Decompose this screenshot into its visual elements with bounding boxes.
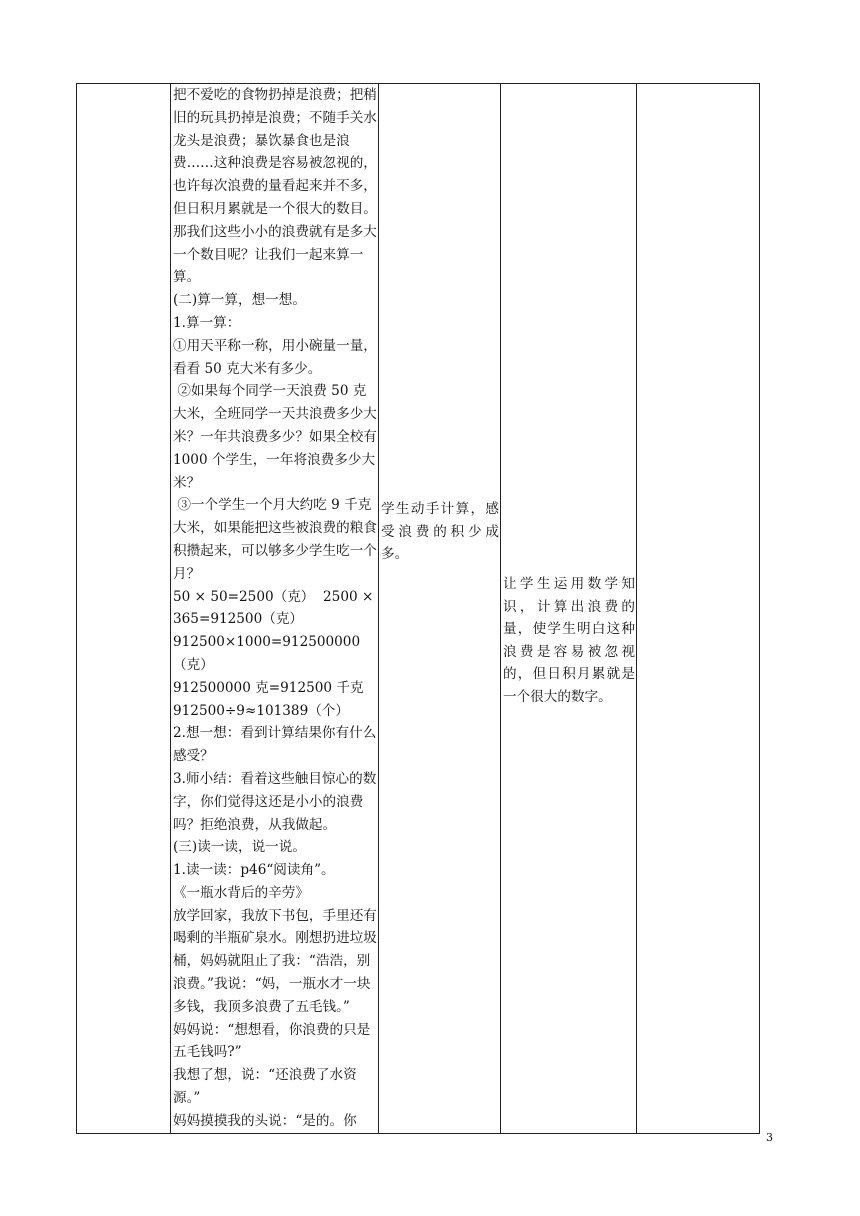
paragraph: 妈妈说：“想想看，你浪费的只是五毛钱吗?”: [173, 1021, 371, 1061]
paragraph: 放学回家，我放下书包，手里还有喝剩的半瓶矿泉水。刚想扔进垃圾桶，妈妈就阻止了我：“浩浩，别浪费。”我说：“妈，一瓶水才一块多钱，我顶多浪费了五毛钱。”: [173, 907, 377, 1015]
design-intent-text: 让学生运用数学知识，计算出浪费的量，使学生明白这种浪费是容易被忽视的，但日积月累就是一个很大的数字。: [503, 576, 635, 705]
table-row: [77, 84, 760, 1134]
paragraph: 1.算一算：: [173, 314, 241, 331]
calculation: 912500000 克=912500 千克: [173, 679, 364, 696]
page-number: 3: [766, 1131, 773, 1144]
teaching-process-cell: [171, 84, 382, 1134]
design-intent-cell: [501, 84, 637, 1134]
calculation: 912500÷9≈101389（个）: [173, 702, 349, 719]
lesson-plan-table: [76, 83, 760, 1134]
paragraph: 把不爱吃的食物扔掉是浪费；把稍旧的玩具扔掉是浪费；不随手关水龙头是浪费；暴饮暴食也是浪费……这种浪费是容易被忽视的，也许每次浪费的量看起来并不多，但日积月累就是一个很大的数目。那我们这些小小的浪费就有是多大一个数目呢？让我们一起来算一算。: [173, 87, 377, 286]
paragraph: 1.读一读：p46“阅读角”。: [173, 862, 335, 879]
paragraph: ③一个学生一个月大约吃 9 千克大米，如果能把这些被浪费的粮食积攒起来，可以够多少学生吃一个月？: [173, 497, 377, 582]
section-heading: (二)算一算，想一想。: [173, 292, 306, 309]
calculation: 50 × 50=2500（克） 2500 × 365=912500（克）: [173, 588, 378, 628]
student-activity-text: 学生动手计算，感受浪费的积少成多。: [381, 501, 499, 563]
paragraph: ①用天平称一称，用小碗量一量，看看 50 克大米有多少。: [173, 337, 377, 377]
story-title: 《一瓶水背后的辛劳》: [173, 884, 309, 901]
paragraph: 妈妈摸摸我的头说：“是的。你: [173, 1112, 357, 1129]
notes-cell: [637, 84, 760, 1134]
stage-cell: [77, 84, 171, 1134]
paragraph: 2.想一想：看到计算结果你有什么感受？: [173, 725, 377, 765]
calculation: 912500×1000=912500000（克）: [173, 634, 361, 673]
section-heading: (三)读一读，说一说。: [173, 839, 306, 856]
paragraph: ②如果每个同学一天浪费 50 克大米，全班同学一天共浪费多少大米？一年共浪费多少？如果全校有 1000 个学生，一年将浪费多少大米？: [173, 383, 382, 491]
paragraph: 我想了想，说：“还浪费了水资源。”: [173, 1067, 357, 1107]
student-activity-cell: [379, 84, 501, 1134]
paragraph: 3.师小结：看着这些触目惊心的数字，你们觉得这还是小小的浪费吗？拒绝浪费，从我做起。: [173, 770, 377, 833]
